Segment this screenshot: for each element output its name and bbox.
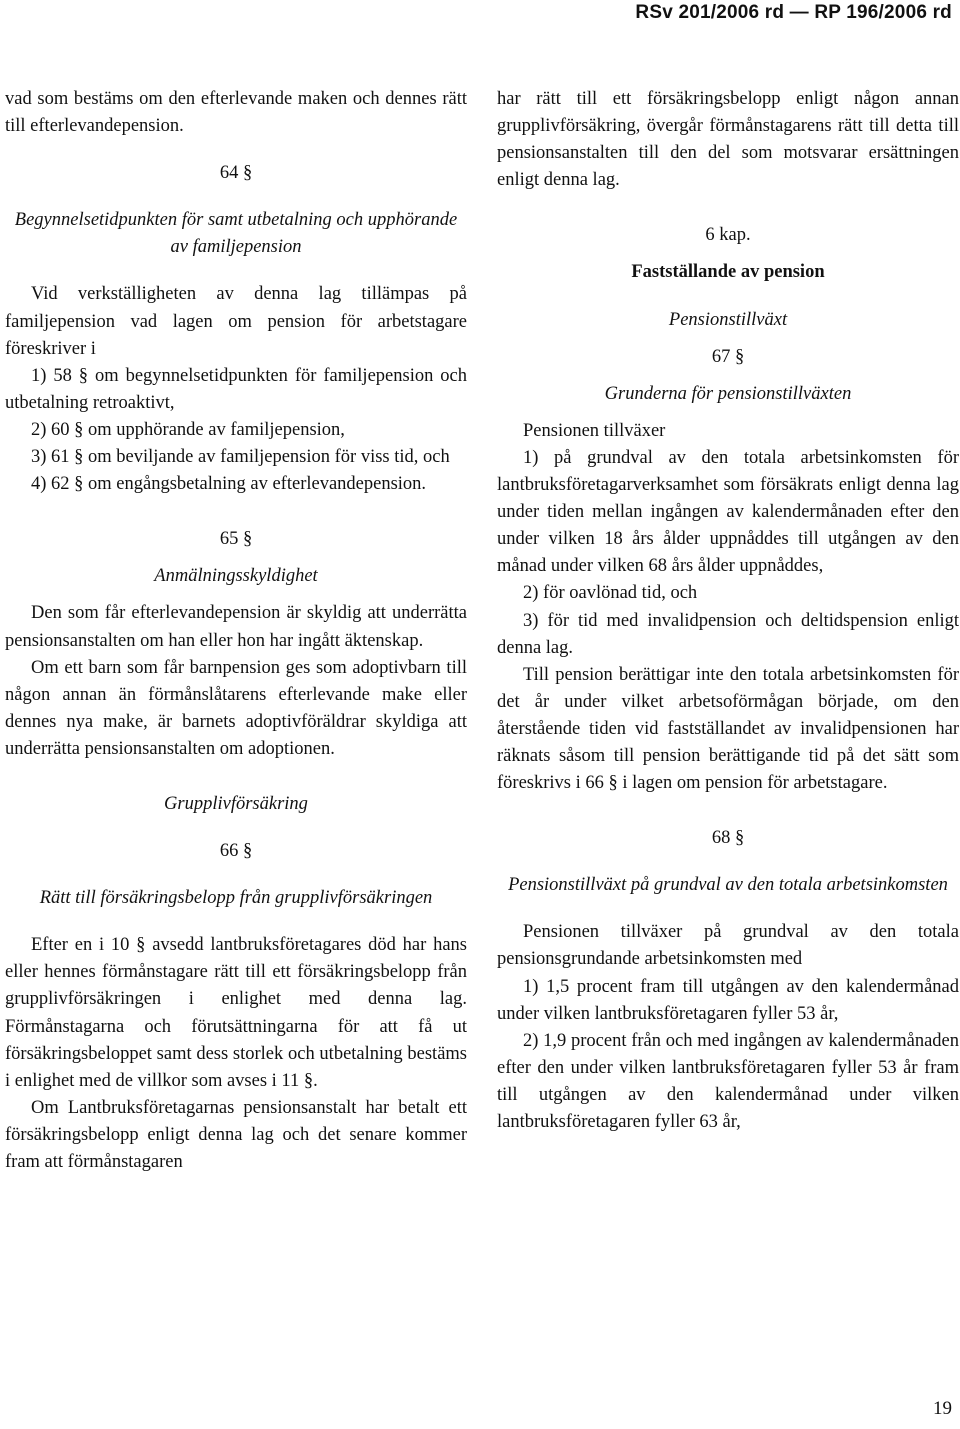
section-67-title: Grunderna för pensionstillväxten bbox=[604, 383, 852, 404]
section-68-number: 68 § bbox=[711, 828, 745, 849]
section-67-item-1: 1) på grundval av den totala arbetsinkomsten för lantbruksföretagarverksamhet som försäkrats enligt denna lag under tiden mellan ingången av kalendermånaden efter den under vilken 18 års ålder uppnåddes till utgången av den månad under vilken 68 års ålder uppnåddes, bbox=[497, 447, 959, 577]
section-68-item-2: 2) 1,9 procent från och med ingången av kalendermånaden efter den under vilken lantbruksföretagaren fyller 53 år fram till utgången av den kalendermånad under vilken lantbruksföretagaren fyller 63 år, bbox=[497, 1030, 959, 1132]
section-64-number: 64 § bbox=[219, 163, 253, 184]
document-reference-header: RSv 201/2006 rd — RP 196/2006 rd bbox=[635, 2, 952, 23]
section-68-title: Pensionstillväxt på grundval av den totala arbetsinkomsten bbox=[508, 875, 948, 896]
section-68-paragraph: Pensionen tillväxer på grundval av den totala pensionsgrundande arbetsinkomsten med bbox=[497, 922, 959, 970]
continued-paragraph: har rätt till ett försäkringsbelopp enligt någon annan grupplivförsäkring, övergår förmånstagarens rätt till detta till pensionsanstalten till den del som motsvarar ersättningen enligt denna lag. bbox=[497, 89, 959, 191]
chapter-title: Fastställande av pension bbox=[631, 262, 825, 283]
section-64-item-3: 3) 61 § om beviljande av familjepension för viss tid, och bbox=[31, 447, 450, 468]
page-number: 19 bbox=[933, 1398, 952, 1419]
section-66-paragraph-2: Om Lantbruksföretagarnas pensionsanstalt har betalt ett försäkringsbelopp enligt denna lag och det senare kommer fram att förmånstagaren bbox=[5, 1097, 467, 1172]
section-64-item-4: 4) 62 § om engångsbetalning av efterlevandepension. bbox=[31, 474, 427, 495]
section-66-title: Rätt till försäkringsbelopp från grupplivförsäkringen bbox=[39, 888, 433, 909]
section-67-paragraph-2: Till pension berättigar inte den totala arbetsinkomsten för det år under vilket arbetsoförmågan började, om den återstående tiden vid fastställandet av invalidpensionen har räknats såsom till pension berättigande tid på det sätt som föreskrivs i 66 § i lagen om pension för arbetstagare. bbox=[497, 664, 959, 794]
section-65-paragraph-2: Om ett barn som får barnpension ges som adoptivbarn till någon annan än förmånslåtarens efterlevande make eller dennes nya make, är barnets adoptivföräldrar skyldiga att underrätta pensionsanstalten om adoptionen. bbox=[5, 657, 467, 759]
section-65-title: Anmälningsskyldighet bbox=[154, 566, 318, 587]
section-66-number: 66 § bbox=[219, 841, 253, 862]
section-64-item-1: 1) 58 § om begynnelsetidpunkten för familjepension och utbetalning retroaktivt, bbox=[5, 365, 467, 413]
section-64-title: Begynnelsetidpunkten för samt utbetalning och upphörande av familjepension bbox=[14, 210, 458, 258]
section-68-item-1: 1) 1,5 procent fram till utgången av den kalendermånad under vilken lantbruksföretagaren fyller 53 år, bbox=[497, 976, 959, 1024]
group-life-insurance-heading: Grupplivförsäkring bbox=[164, 793, 308, 814]
left-column bbox=[5, 86, 467, 1176]
intro-paragraph: vad som bestäms om den efterlevande maken och dennes rätt till efterlevandepension. bbox=[5, 89, 467, 137]
section-67-item-3: 3) för tid med invalidpension och deltidspension enligt denna lag. bbox=[497, 610, 959, 658]
section-67-number: 67 § bbox=[711, 346, 745, 367]
section-67-item-2: 2) för oavlönad tid, och bbox=[523, 583, 698, 604]
right-column bbox=[497, 86, 959, 1136]
section-65-paragraph-1: Den som får efterlevandepension är skyldig att underrätta pensionsanstalten om han eller hon har ingått äktenskap. bbox=[5, 603, 467, 651]
section-66-paragraph-1: Efter en i 10 § avsedd lantbruksföretagares död har hans eller hennes förmånstagare rätt till ett försäkringsbelopp från grupplivförsäkringen i enlighet med denna lag. Förmånstagarna och förutsättningarna för att få ut försäkringsbeloppet samt dess storlek och utbetalning bestäms i enlighet med de villkor som avses i 11 §. bbox=[5, 935, 467, 1091]
section-65-number: 65 § bbox=[219, 529, 253, 550]
section-64-paragraph: Vid verkställigheten av denna lag tillämpas på familjepension vad lagen om pension för arbetstagare föreskriver i bbox=[5, 284, 467, 359]
section-64-item-2: 2) 60 § om upphörande av familjepension, bbox=[31, 419, 345, 440]
section-67-paragraph-1: Pensionen tillväxer bbox=[523, 420, 666, 441]
pension-growth-heading: Pensionstillväxt bbox=[668, 309, 788, 330]
chapter-number: 6 kap. bbox=[705, 225, 751, 246]
